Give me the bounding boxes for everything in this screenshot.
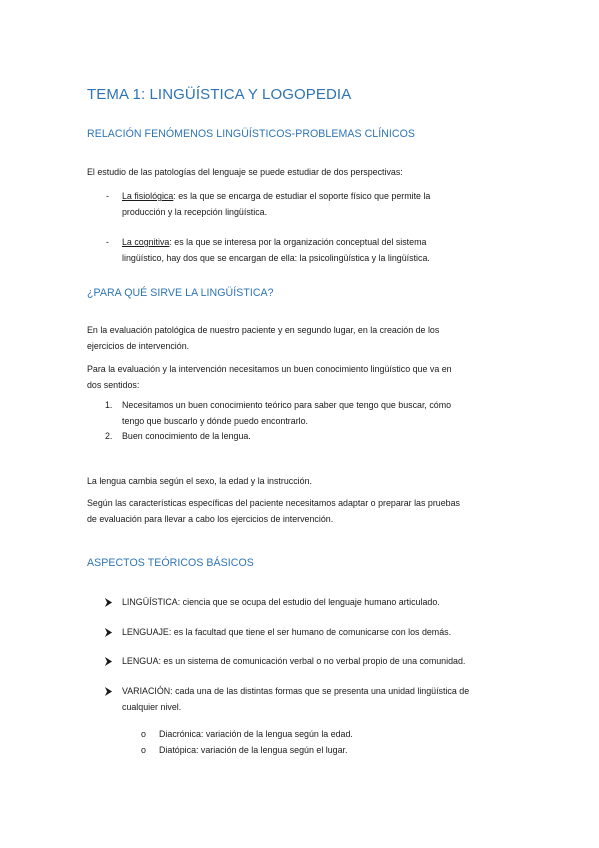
- section-heading-relacion: RELACIÓN FENÓMENOS LINGÜÍSTICOS-PROBLEMAS CLÍNICOS: [87, 128, 416, 140]
- subitem-diacronica: Diacrónica: variación de la lengua según la edad.: [159, 729, 353, 739]
- list-number: 1.: [105, 400, 113, 410]
- item-lengua: LENGUA: es un sistema de comunicación verbal o no verbal propio de una comunidad.: [122, 656, 466, 666]
- arrowhead-icon: [104, 687, 113, 696]
- term-cognitiva: La cognitiva: [122, 237, 170, 247]
- subitem-diatopica: Diatópica: variación de la lengua según el lugar.: [159, 745, 348, 755]
- section2-para1: En la evaluación patológica de nuestro paciente y en segundo lugar, en la creación de los ejercicios de intervención.: [87, 325, 440, 351]
- section-heading-aspectos: ASPECTOS TEÓRICOS BÁSICOS: [87, 557, 254, 569]
- page-title: TEMA 1: LINGÜÍSTICA Y LOGOPEDIA: [87, 86, 352, 103]
- section-heading-para-que: ¿PARA QUÉ SIRVE LA LINGÜÍSTICA?: [87, 287, 274, 299]
- circle-bullet: o: [141, 729, 146, 739]
- item-lenguaje: LENGUAJE: es la facultad que tiene el ser humano de comunicarse con los demás.: [122, 627, 452, 637]
- list-item-cognitiva: La cognitiva: es la que se interesa por la organización conceptual del sistema lingüístico, hay dos que se encargan de ella: la psicolingüística y la lingüística.: [122, 237, 430, 263]
- dash-bullet: -: [106, 237, 109, 247]
- item-variacion: VARIACIÓN: cada una de las distintas formas que se presenta una unidad lingüística de cualquier nivel.: [122, 686, 470, 712]
- list-item-fisiologica: La fisiológica: es la que se encarga de estudiar el soporte físico que permite la producción y la recepción lingüística.: [122, 191, 431, 217]
- arrowhead-icon: [104, 657, 113, 666]
- numbered-item-2: Buen conocimiento de la lengua.: [122, 431, 251, 441]
- section2-para3: La lengua cambia según el sexo, la edad y la instrucción.: [87, 476, 312, 486]
- section1-intro: El estudio de las patologías del lenguaje se puede estudiar de dos perspectivas:: [87, 167, 403, 177]
- list-number: 2.: [105, 431, 113, 441]
- arrowhead-icon: [104, 628, 113, 637]
- item-linguistica: LINGÜÍSTICA: ciencia que se ocupa del estudio del lenguaje humano articulado.: [122, 597, 440, 607]
- arrowhead-icon: [104, 598, 113, 607]
- numbered-item-1: Necesitamos un buen conocimiento teórico para saber que tengo que buscar, cómo tengo que buscarlo y dónde puedo encontrarlo.: [122, 400, 452, 426]
- section2-para4: Según las características específicas del paciente necesitamos adaptar o preparar las pruebas de evaluación para llevar a cabo los ejercicios de intervención.: [87, 498, 460, 524]
- term-fisiologica: La fisiológica: [122, 191, 174, 201]
- circle-bullet: o: [141, 745, 146, 755]
- dash-bullet: -: [106, 191, 109, 201]
- section2-para2: Para la evaluación y la intervención necesitamos un buen conocimiento lingüístico que va en dos sentidos:: [87, 364, 452, 390]
